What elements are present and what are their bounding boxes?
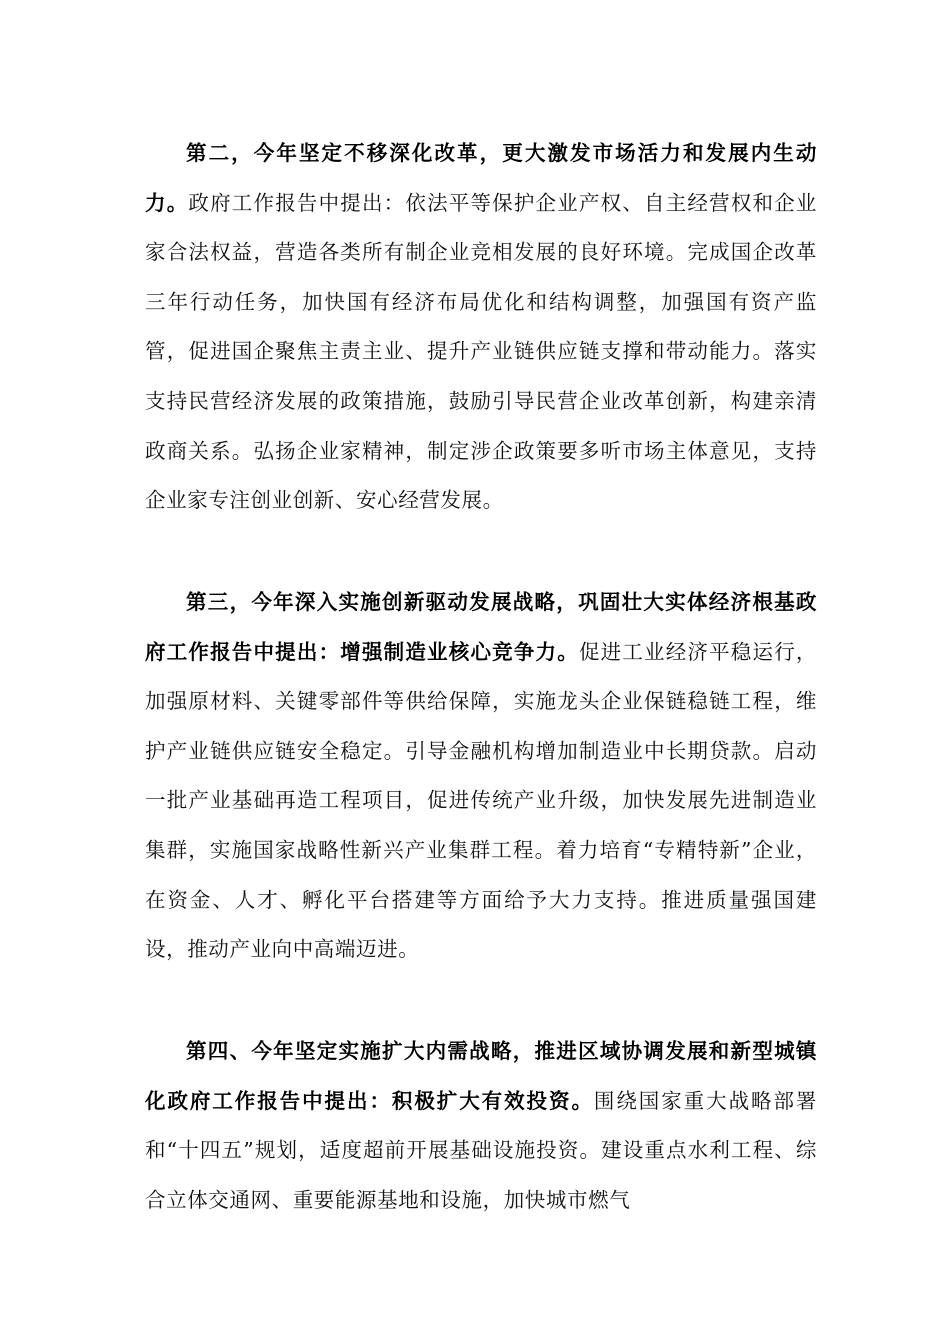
paragraph-fourth	[145, 1027, 817, 1225]
paragraph-lead: 第四、今年坚定实施扩大内需战略，推进区域协调发展和新型城镇化政府工作报告中提出：积极扩大有效投资。	[145, 1039, 817, 1113]
paragraph-second	[145, 129, 817, 526]
paragraph-body: 促进工业经济平稳运行，加强原材料、关键零部件等供给保障，实施龙头企业保链稳链工程，维护产业链供应链安全稳定。引导金融机构增加制造业中长期贷款。启动一批产业基础再造工程项目，促进传统产业升级，加快发展先进制造业集群，实施国家战略性新兴产业集群工程。着力培育“专精特新”企业，在资金、人才、孵化平台搭建等方面给予大力支持。推进质量强国建设，推动产业向中高端迈进。	[145, 639, 818, 962]
paragraph-lead: 第二，今年坚定不移深化改革，更大激发市场活力和发展内生动力。	[145, 141, 817, 215]
paragraph-body: 围绕国家重大战略部署和“十四五”规划，适度超前开展基础设施投资。建设重点水利工程、综合立体交通网、重要能源基地和设施，加快城市燃气	[145, 1088, 818, 1212]
paragraph-body: 政府工作报告中提出：依法平等保护企业产权、自主经营权和企业家合法权益，营造各类所有制企业竞相发展的良好环境。完成国企改革三年行动任务，加快国有经济布局优化和结构调整，加强国有资产监管，促进国企聚焦主责主业、提升产业链供应链支撑和带动能力。落实支持民营经济发展的政策措施，鼓励引导民营企业改革创新，构建亲清政商关系。弘扬企业家精神，制定涉企政策要多听市场主体意见，支持企业家专注创业创新、安心经营发展。	[145, 190, 818, 513]
paragraph-lead: 第三，今年深入实施创新驱动发展战略，巩固壮大实体经济根基政府工作报告中提出：增强制造业核心竞争力。	[145, 590, 817, 664]
paragraph-third	[145, 578, 817, 975]
